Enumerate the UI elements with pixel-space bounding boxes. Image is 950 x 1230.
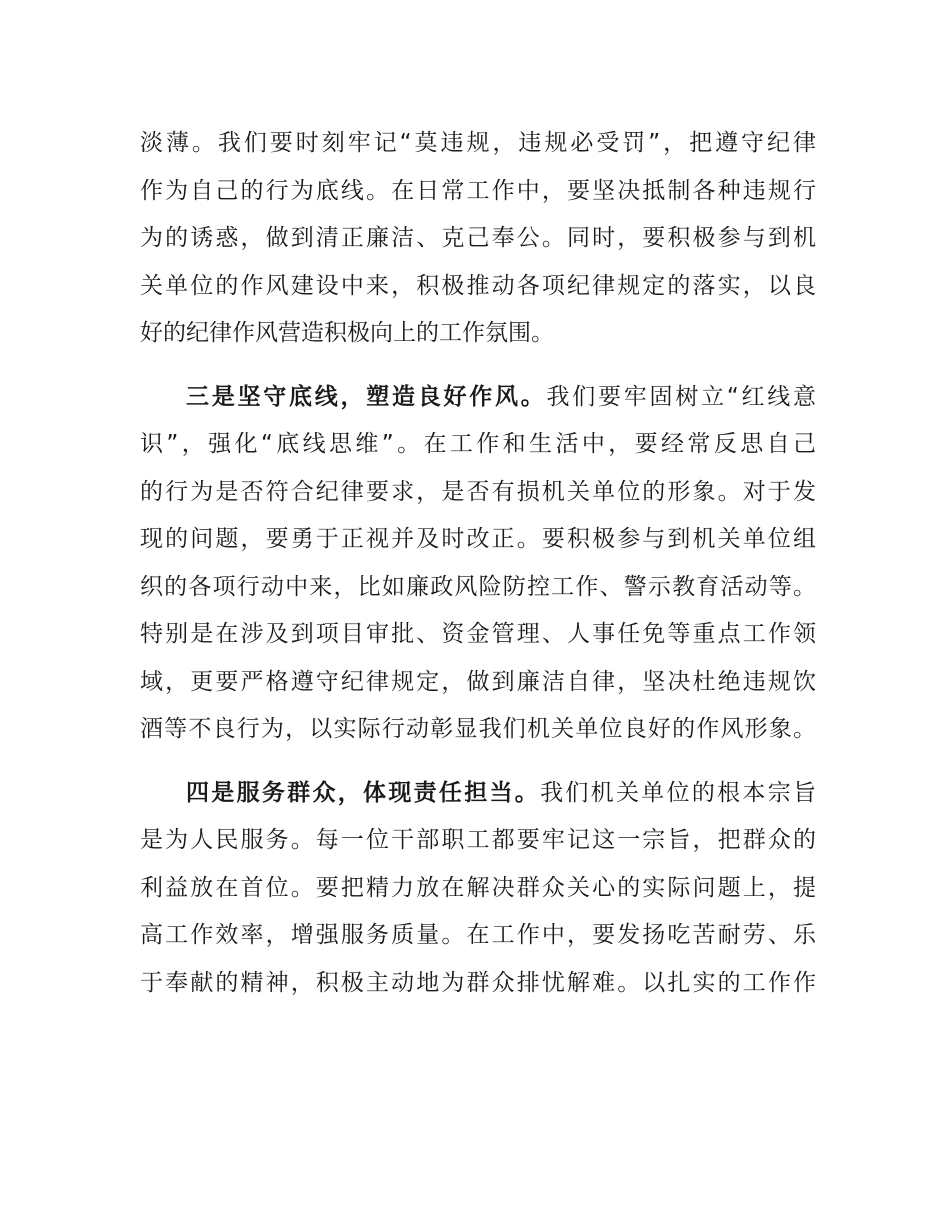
paragraph-1 <box>140 120 816 358</box>
text-line: 识”，强化“底线思维”。在工作和生活中，要经常反思自己 <box>140 431 816 457</box>
text-line: 织的各项行动中来，比如廉政风险防控工作、警示教育活动等。 <box>140 573 816 600</box>
text-line: 是为人民服务。每一位干部职工都要牢记这一宗旨，把群众的 <box>140 827 816 853</box>
text-line: 关单位的作风建设中来，积极推动各项纪律规定的落实，以良 <box>140 272 816 299</box>
paragraph-spacer <box>140 754 816 770</box>
paragraph-2 <box>140 374 816 754</box>
paragraph-first-line <box>140 770 816 818</box>
document-body <box>140 120 816 1007</box>
paragraph-heading: 四是服务群众，体现责任担当。 <box>186 779 541 806</box>
text-line: 作为自己的行为底线。在日常工作中，要坚决抵制各种违规行 <box>140 177 816 204</box>
text-line: 为的诱惑，做到清正廉洁、克己奉公。同时，要积极参与到机 <box>140 225 816 251</box>
text-line: 好的纪律作风营造积极向上的工作氛围。 <box>140 320 554 346</box>
paragraph-first-line <box>140 374 816 422</box>
text-line: 域，更要严格遵守纪律规定，做到廉洁自律，坚决杜绝违规饮 <box>140 668 816 695</box>
paragraph-spacer <box>140 358 816 374</box>
text-line: 酒等不良行为，以实际行动彰显我们机关单位良好的作风形象。 <box>140 716 816 742</box>
text-line: 淡薄。我们要时刻牢记“莫违规，违规必受罚”，把遵守纪律 <box>140 130 816 156</box>
text-line: 于奉献的精神，积极主动地为群众排忧解难。以扎实的工作作 <box>140 969 816 996</box>
text-span: 我们机关单位的根本宗旨 <box>540 779 817 806</box>
paragraph-heading: 三是坚守底线，塑造良好作风。 <box>186 383 547 410</box>
text-line: 现的问题，要勇于正视并及时改正。要积极参与到机关单位组 <box>140 526 816 552</box>
text-line: 利益放在首位。要把精力放在解决群众关心的实际问题上，提 <box>140 874 816 901</box>
paragraph-3 <box>140 770 816 1008</box>
text-span: 我们要牢固树立“红线意 <box>546 383 816 410</box>
text-line: 的行为是否符合纪律要求，是否有损机关单位的形象。对于发 <box>140 478 816 505</box>
text-line: 高工作效率，增强服务质量。在工作中，要发扬吃苦耐劳、乐 <box>140 922 816 948</box>
text-line: 特别是在涉及到项目审批、资金管理、人事任免等重点工作领 <box>140 621 816 647</box>
